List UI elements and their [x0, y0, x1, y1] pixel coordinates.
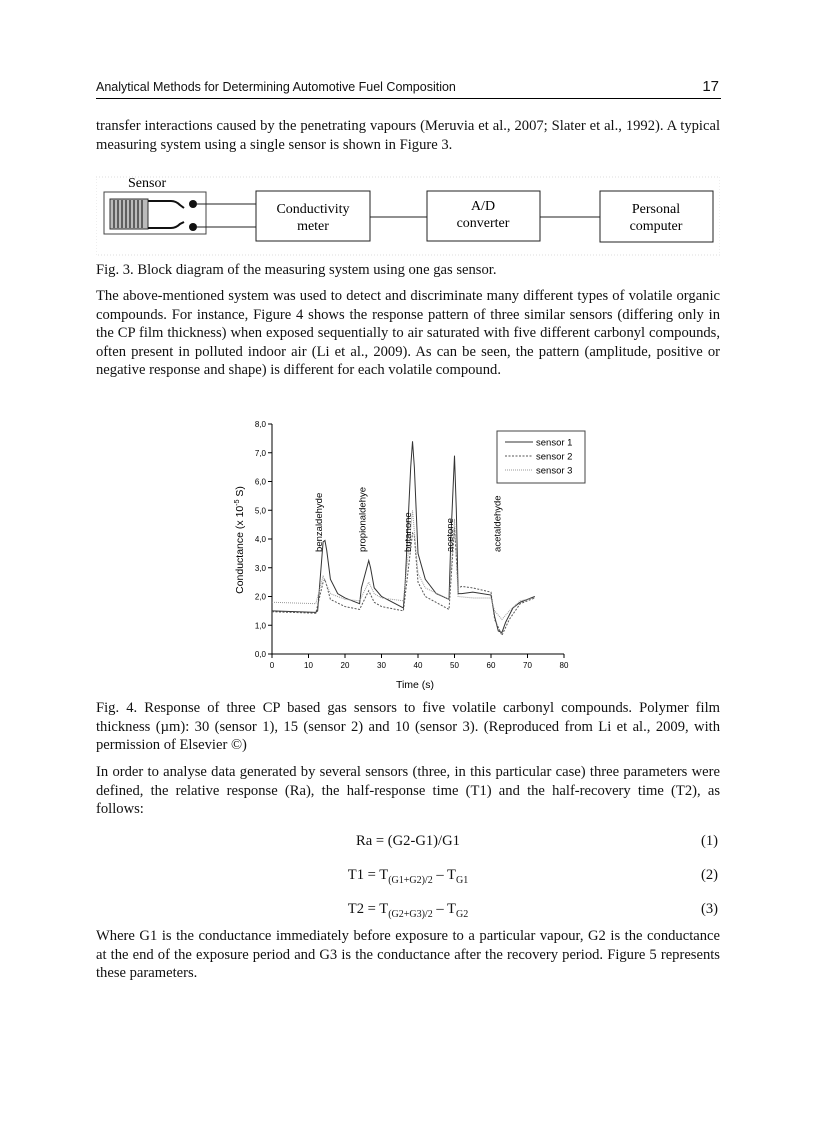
box2-label-1: A/D — [470, 199, 496, 214]
box2-label-2: converter — [456, 216, 510, 231]
paragraph-1: transfer interactions caused by the penetrating vapours (Meruvia et al., 2007; Slater et al., 1992). A typical measuring system using a single sensor is shown in Figure 3. — [96, 118, 720, 153]
x-tick-label: 70 — [523, 661, 532, 670]
block-diagram-figure-3 — [96, 172, 720, 258]
equation-1 — [96, 833, 720, 853]
box3-label-2: computer — [629, 219, 683, 234]
equation-3-number: (3) — [700, 901, 718, 917]
annotation-benzaldehyde: benzaldehyde — [313, 492, 325, 552]
annotation-acetone: acetone — [445, 518, 457, 552]
equation-1-number: (1) — [700, 833, 718, 849]
y-tick-label: 8,0 — [254, 420, 266, 429]
equation-3 — [96, 901, 720, 921]
annotation-propionaldehye: propionaldehye — [357, 486, 369, 552]
equation-2 — [96, 867, 720, 887]
legend-label: sensor 3 — [536, 465, 573, 477]
legend-label: sensor 1 — [536, 437, 573, 449]
annotation-butanone: butanone — [403, 512, 415, 552]
figure-4-chart — [225, 410, 595, 700]
sensor-icon — [104, 192, 206, 234]
legend-label: sensor 2 — [536, 451, 573, 463]
box1-label-2: meter — [297, 219, 329, 234]
x-tick-label: 80 — [559, 661, 569, 670]
x-tick-label: 40 — [413, 661, 423, 670]
x-tick-label: 60 — [486, 661, 496, 670]
paragraph-2: The above-mentioned system was used to detect and discriminate many different types of volatile organic compounds. For instance, Figure 4 shows the response pattern of three similar sensors (differing only in the CP film thickness) when exposed sequentially to air saturated with five different carbonyl compounds, often present in polluted indoor air (Li et al., 2009). As can be seen, the pattern (amplitude, positive or negative response and shape) is different for each volatile compound. — [96, 288, 720, 378]
x-tick-label: 0 — [269, 661, 275, 670]
running-header — [96, 80, 721, 99]
figure-3-caption: Fig. 3. Block diagram of the measuring system using one gas sensor. — [96, 262, 497, 278]
annotation-acetaldehyde: acetaldehyde — [492, 495, 504, 552]
y-tick-label: 1,0 — [254, 621, 266, 631]
equation-3-formula: $T2 = T_{(G2+G3)/2} - T_{G2}$ — [347, 901, 469, 920]
y-tick-label: 7,0 — [254, 448, 266, 458]
paragraph-4: Where G1 is the conductance immediately before exposure to a particular vapour, G2 is the conductance at the end of the exposure period and G3 is the conductance after the recovery period. Figure 5 represents these parameters. — [96, 928, 720, 981]
equation-2-number: (2) — [700, 867, 718, 883]
x-axis-label: Time (s) — [395, 679, 435, 691]
x-tick-label: 10 — [304, 661, 313, 670]
x-tick-label: 50 — [450, 661, 459, 670]
sensor-label: Sensor — [128, 176, 167, 191]
y-tick-label: 3,0 — [254, 563, 266, 573]
y-tick-label: 4,0 — [254, 535, 266, 544]
box1-label-1: Conductivity — [276, 202, 350, 217]
y-tick-label: 2,0 — [254, 592, 266, 602]
equation-2-formula: $T1 = T_{(G1+G2)/2} - T_{G1}$ — [347, 867, 469, 886]
page-number: 17 — [702, 78, 719, 95]
y-axis-label: Conductance (x $10^{-5}$ S) — [234, 486, 246, 594]
x-tick-label: 20 — [340, 661, 350, 670]
equation-1-formula: Ra = (G2-G1)/G1 — [356, 833, 460, 849]
y-tick-label: 6,0 — [254, 477, 266, 487]
figure-4-caption: Fig. 4. Response of three CP based gas sensors to five volatile carbonyl compounds. Polymer film thickness (µm): 30 (sensor 1), 15 (sensor 2) and 10 (sensor 3). (Reproduced from Li et al., 2009, with permission of Elsevier ©) — [96, 700, 720, 753]
box3-label-1: Personal — [631, 202, 681, 217]
y-tick-label: 0,0 — [254, 650, 266, 659]
header-title: Analytical Methods for Determining Automotive Fuel Composition — [96, 80, 456, 94]
y-tick-label: 5,0 — [254, 506, 266, 516]
paragraph-3: In order to analyse data generated by several sensors (three, in this particular case) three parameters were defined, the relative response (Ra), the half-response time (T1) and the half-recovery time (T2), as follows: — [96, 764, 720, 817]
x-tick-label: 30 — [377, 661, 386, 670]
